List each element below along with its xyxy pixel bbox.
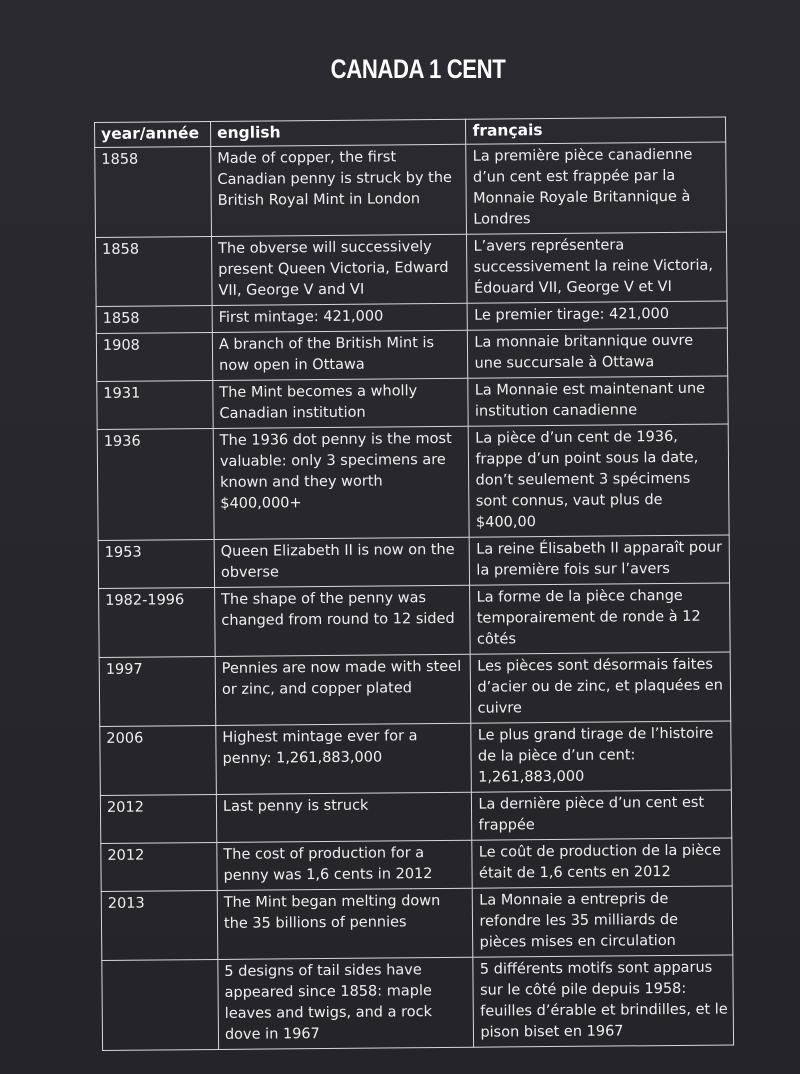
- table-row: [101, 838, 732, 892]
- table-row: [98, 535, 729, 589]
- french-cell: Le plus grand tirage de l’histoire de la pièce d’un cent: 1,261,883,000: [471, 721, 731, 792]
- french-cell: La Monnaie a entrepris de refondre les 35 milliards de pièces mises en circulation: [473, 886, 733, 957]
- table-row: [100, 721, 732, 796]
- table-row: [96, 328, 727, 382]
- french-cell: La forme de la pièce change temporairement de ronde à 12 côtés: [470, 583, 730, 654]
- english-cell: The obverse will successively present Queen Victoria, Edward VII, George V and VI: [211, 234, 467, 305]
- year-cell: 1953: [98, 539, 214, 588]
- french-cell: La dernière pièce d’un cent est frappée: [472, 790, 732, 840]
- year-cell: 1858: [96, 236, 213, 306]
- english-cell: Pennies are now made with steel or zinc, and copper plated: [215, 654, 471, 725]
- english-cell: The shape of the penny was changed from round to 12 sided: [215, 585, 471, 656]
- year-column-header: year/année: [95, 121, 211, 147]
- table-row: [101, 886, 733, 961]
- table-row: [96, 232, 728, 307]
- french-cell: La monnaie britannique ouvre une succursale à Ottawa: [468, 328, 728, 378]
- year-cell: 1858: [95, 146, 212, 237]
- table-row: [99, 652, 731, 727]
- english-cell: 5 designs of tail sides have appeared since 1858: maple leaves and twigs, and a rock dove in 1967: [218, 957, 474, 1049]
- english-cell: The cost of production for a penny was 1,6 cents in 2012: [217, 840, 473, 890]
- french-cell: Le premier tirage: 421,000: [468, 301, 728, 330]
- year-cell: 1982-1996: [99, 587, 216, 657]
- year-cell: 1908: [96, 332, 212, 381]
- table-row: [99, 583, 731, 658]
- french-cell: La première pièce canadienne d’un cent est frappée par la Monnaie Royale Britannique à Londres: [466, 142, 726, 234]
- english-cell: A branch of the British Mint is now open in Ottawa: [212, 330, 468, 380]
- timeline-table: [94, 116, 734, 1050]
- year-cell: 2012: [100, 794, 216, 843]
- english-cell: The Mint becomes a wholly Canadian institution: [213, 378, 469, 428]
- english-cell: First mintage: 421,000: [212, 303, 468, 332]
- english-cell: Highest mintage ever for a penny: 1,261,883,000: [216, 723, 472, 794]
- year-cell: 1931: [97, 380, 213, 429]
- english-column-header: english: [210, 119, 466, 146]
- english-cell: The 1936 dot penny is the most valuable: only 3 specimens are known and they worth $400,000+: [213, 426, 469, 539]
- french-cell: La Monnaie est maintenant une institution canadienne: [468, 376, 728, 426]
- french-cell: 5 différents motifs sont apparus sur le côté pile depuis 1958: feuilles d’érable et brindilles, et le pison biset en 1967: [473, 955, 733, 1047]
- english-cell: Queen Elizabeth II is now on the obverse: [214, 537, 470, 587]
- table-row: [95, 142, 727, 238]
- french-cell: L’avers représentera successivement la reine Victoria, Édouard VII, George V et VI: [467, 232, 727, 303]
- english-cell: Made of copper, the first Canadian penny is struck by the British Royal Mint in London: [211, 144, 467, 236]
- table-row: [97, 424, 729, 541]
- french-cell: Les pièces sont désormais faites d’acier ou de zinc, et plaquées en cuivre: [471, 652, 731, 723]
- year-cell: 2012: [101, 842, 217, 891]
- page-title: CANADA 1 CENT: [330, 54, 506, 84]
- year-cell: 1858: [96, 305, 212, 333]
- year-cell: 2013: [101, 890, 218, 960]
- english-cell: The Mint began melting down the 35 billions of pennies: [217, 888, 473, 959]
- table-row: [97, 376, 728, 430]
- table-row: [102, 955, 734, 1051]
- table-row: [100, 790, 731, 844]
- french-column-header: français: [466, 117, 726, 144]
- year-cell: 1997: [99, 656, 216, 726]
- year-cell: [102, 959, 219, 1050]
- year-cell: 1936: [97, 428, 214, 540]
- french-cell: Le coût de production de la pièce était de 1,6 cents en 2012: [472, 838, 732, 888]
- english-cell: Last penny is struck: [216, 792, 472, 842]
- french-cell: La reine Élisabeth II apparaît pour la première fois sur l’avers: [470, 535, 730, 585]
- french-cell: La pièce d’un cent de 1936, frappe d’un point sous la date, don’t seulement 3 spécimens sont connus, vaut plus de $400,00: [469, 424, 730, 537]
- year-cell: 2006: [100, 725, 217, 795]
